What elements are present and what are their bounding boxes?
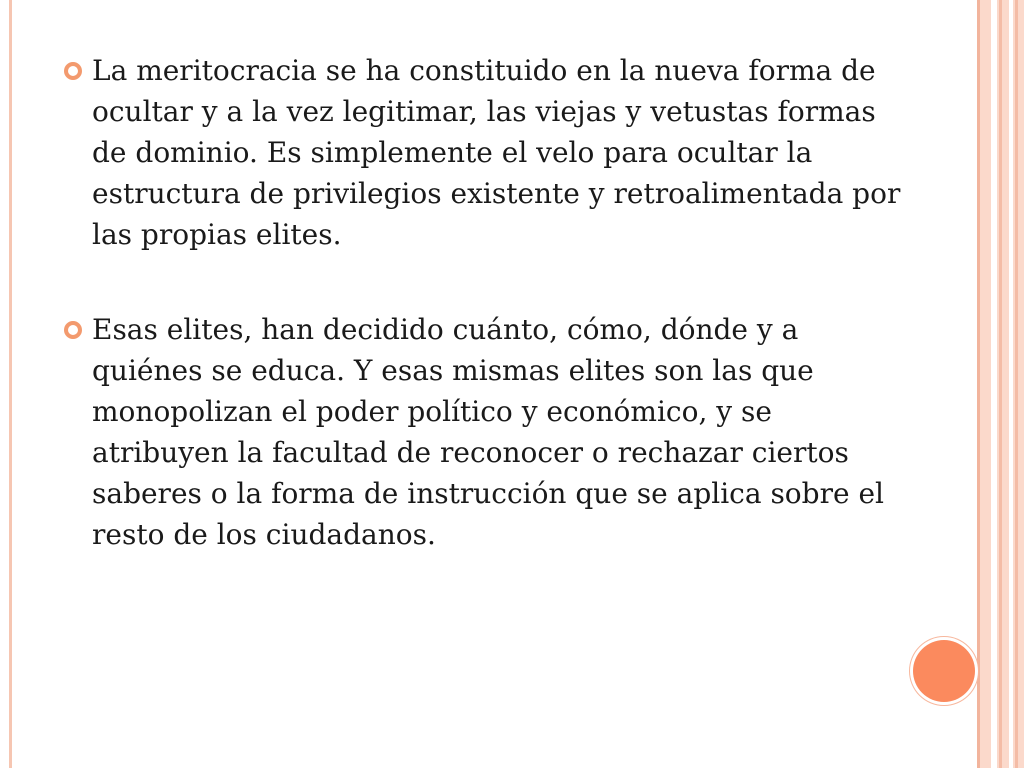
- ring-bullet-icon: [64, 62, 82, 80]
- right-stripe: [1015, 0, 1018, 768]
- right-stripe: [977, 0, 980, 768]
- slide-content: [64, 50, 904, 609]
- bullet-text: Esas elites, han decidido cuánto, cómo, dónde y a quiénes se educa. Y esas mismas elites son las que monopolizan el poder político y económico, y se atribuyen la facultad de reconocer o rechazar ciertos saberes o la forma de instrucción que se aplica sobre el resto de los ciudadanos.: [92, 313, 884, 551]
- right-stripe: [1009, 0, 1013, 768]
- left-border-line: [9, 0, 12, 768]
- bullet-text: La meritocracia se ha constituido en la nueva forma de ocultar y a la vez legitimar, las viejas y vetustas formas de dominio. Es simplemente el velo para ocultar la estructura de privilegios existente y retroalimentada por las propias elites.: [92, 54, 901, 251]
- right-stripe: [999, 0, 1002, 768]
- ring-bullet-icon: [64, 321, 82, 339]
- bullet-item: [64, 309, 904, 555]
- right-stripe: [991, 0, 997, 768]
- orange-circle-icon: [913, 640, 975, 702]
- bullet-item: [64, 50, 904, 255]
